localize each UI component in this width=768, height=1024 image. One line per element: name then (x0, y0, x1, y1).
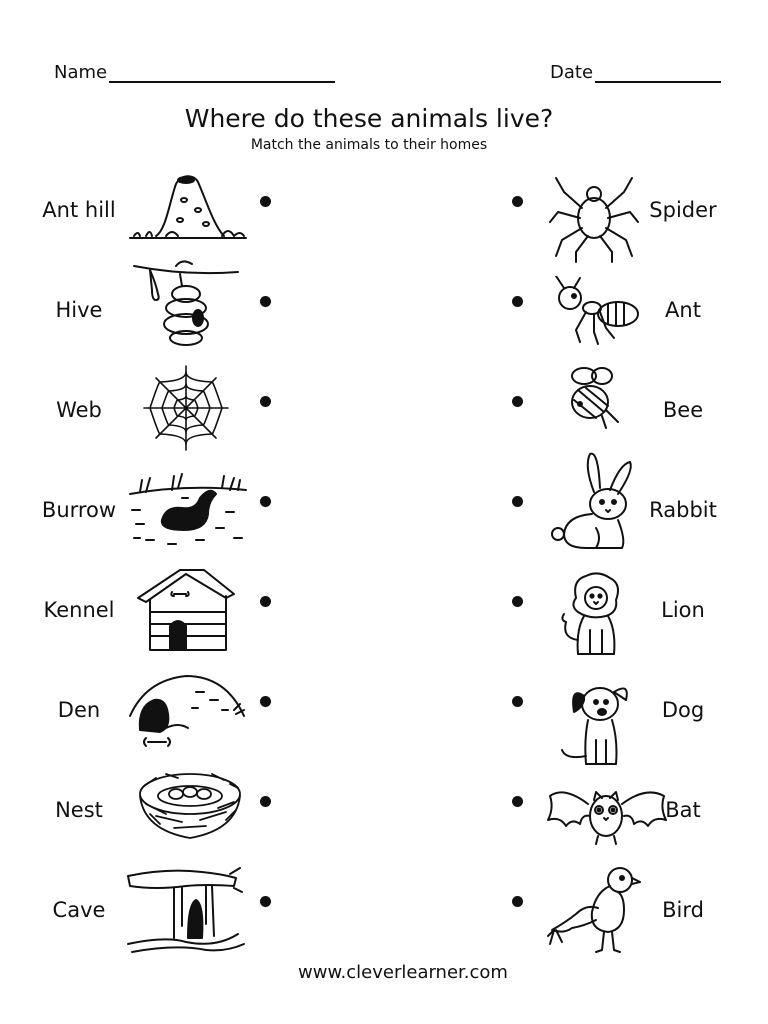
animal-label: Bee (662, 398, 704, 422)
home-match-dot[interactable] (260, 496, 271, 507)
name-label: Name (54, 62, 108, 83)
match-row (0, 860, 768, 960)
match-row (0, 260, 768, 360)
home-match-dot[interactable] (260, 696, 271, 707)
animal-match-dot[interactable] (512, 496, 523, 507)
animal-label: Lion (661, 598, 705, 622)
cave-icon (126, 864, 250, 954)
home-label: Kennel (43, 598, 115, 622)
animal-match-dot[interactable] (512, 396, 523, 407)
animal-match-dot[interactable] (512, 296, 523, 307)
animal-label: Bat (665, 798, 701, 822)
match-row (0, 660, 768, 760)
ant-hill-icon (126, 170, 250, 250)
animal-label: Ant (665, 298, 701, 322)
animal-match-dot[interactable] (512, 796, 523, 807)
animal-match-dot[interactable] (512, 196, 523, 207)
match-row (0, 760, 768, 860)
date-line[interactable] (595, 63, 721, 83)
match-row (0, 460, 768, 560)
home-match-dot[interactable] (260, 896, 271, 907)
home-match-dot[interactable] (260, 596, 271, 607)
animal-label: Bird (662, 898, 704, 922)
worksheet-title: Where do these animals live? (184, 104, 554, 133)
home-label: Web (56, 398, 102, 422)
animal-label: Dog (661, 698, 705, 722)
footer-url: www.cleverlearner.com (298, 962, 508, 983)
den-icon (126, 670, 250, 750)
kennel-icon (126, 564, 250, 654)
animal-label: Rabbit (649, 498, 717, 522)
home-match-dot[interactable] (260, 396, 271, 407)
animal-match-dot[interactable] (512, 696, 523, 707)
name-field[interactable] (54, 62, 335, 83)
match-row (0, 160, 768, 260)
burrow-icon (126, 468, 250, 552)
animal-match-dot[interactable] (512, 896, 523, 907)
home-label: Ant hill (42, 198, 116, 222)
home-label: Nest (55, 798, 103, 822)
animal-label: Spider (649, 198, 717, 222)
beehive-icon (126, 260, 250, 350)
spider-web-icon (126, 364, 250, 454)
home-label: Hive (55, 298, 103, 322)
home-label: Cave (52, 898, 106, 922)
home-label: Den (57, 698, 101, 722)
date-label: Date (550, 62, 594, 83)
match-row (0, 560, 768, 660)
home-label: Burrow (41, 498, 117, 522)
home-match-dot[interactable] (260, 796, 271, 807)
home-match-dot[interactable] (260, 296, 271, 307)
worksheet-subtitle: Match the animals to their homes (250, 137, 488, 153)
home-match-dot[interactable] (260, 196, 271, 207)
match-row (0, 360, 768, 460)
name-line[interactable] (109, 63, 335, 83)
animal-match-dot[interactable] (512, 596, 523, 607)
date-field[interactable] (550, 62, 721, 83)
nest-icon (126, 764, 250, 850)
dog-icon (546, 680, 646, 770)
